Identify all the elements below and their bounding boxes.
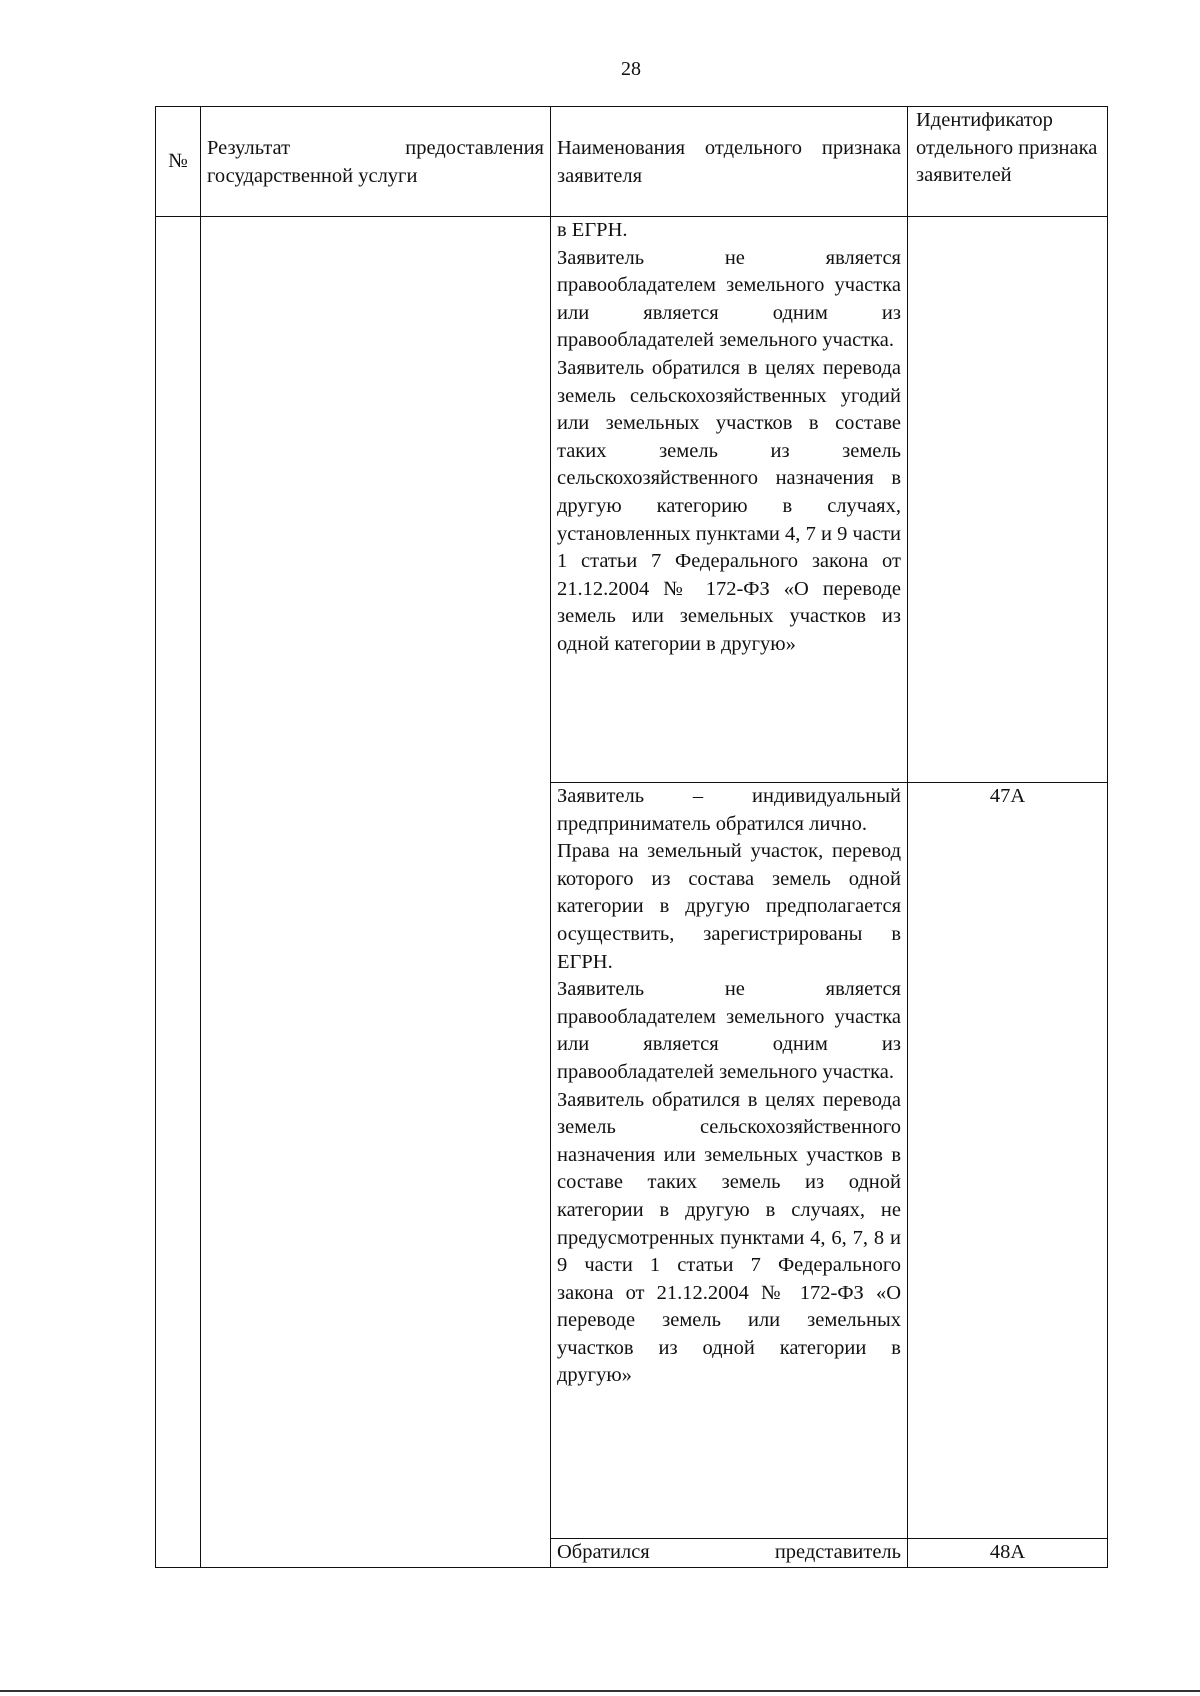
criterion-identifier-cell: 47А [908, 783, 1108, 1539]
criterion-paragraph: Заявитель не является правообладателем земельного участка или является одним из правообладателей земельного участка. [557, 978, 901, 1083]
criterion-paragraph: Заявитель обратился в целях перевода земель сельскохозяйственного назначения или земельных участков в составе таких земель из одной категории в другую в случаях, не предусмотренных пунктами 4, 6, 7, 8 и 9 части 1 статьи 7 Федерального закона от 21.12.2004 № 172-ФЗ «О переводе земель или земельных участков из одной категории в другую» [557, 1088, 901, 1387]
service-result-cell [201, 217, 551, 1568]
header-applicant-criterion-name: Наименования отдельного признака заявителя [551, 107, 908, 217]
criterion-identifier-cell: 48А [908, 1539, 1108, 1568]
criterion-identifier-cell [908, 217, 1108, 783]
header-criterion-identifier: Идентификатор отдельного признака заявителей [908, 107, 1108, 217]
criterion-name-cell [551, 217, 908, 783]
number-cell [156, 217, 201, 1568]
criterion-name-cell [551, 1539, 908, 1568]
table-row [156, 217, 1108, 783]
header-number: № [156, 107, 201, 217]
table-header-row [156, 107, 1108, 217]
criterion-paragraph: Заявитель не является правообладателем земельного участка или является одним из правообладателей земельного участка. [557, 246, 901, 352]
criterion-paragraph: в ЕГРН. [557, 219, 628, 241]
criterion-paragraph: Обратился представитель [557, 1541, 901, 1563]
criterion-name-cell [551, 783, 908, 1539]
criterion-paragraph: Права на земельный участок, перевод которого из состава земель одной категории в другую предполагается осуществить, зарегистрированы в ЕГРН. [557, 840, 901, 973]
criterion-paragraph: Заявитель обратился в целях перевода земель сельскохозяйственных угодий или земельных участков в составе таких земель из земель сельскохозяйственного назначения в другую категорию в случаях, установленных пунктами 4, 7 и 9 части 1 статьи 7 Федерального закона от 21.12.2004 № 172-ФЗ «О переводе земель или земельных участков из одной категории в другую» [557, 356, 901, 655]
page-bottom-rule [0, 1690, 1200, 1692]
header-service-result: Результат предоставления государственной услуги [201, 107, 551, 217]
page-number: 28 [621, 58, 641, 80]
criterion-paragraph: Заявитель – индивидуальный предприниматель обратился лично. [557, 785, 901, 835]
applicant-criteria-table [155, 106, 1108, 1568]
